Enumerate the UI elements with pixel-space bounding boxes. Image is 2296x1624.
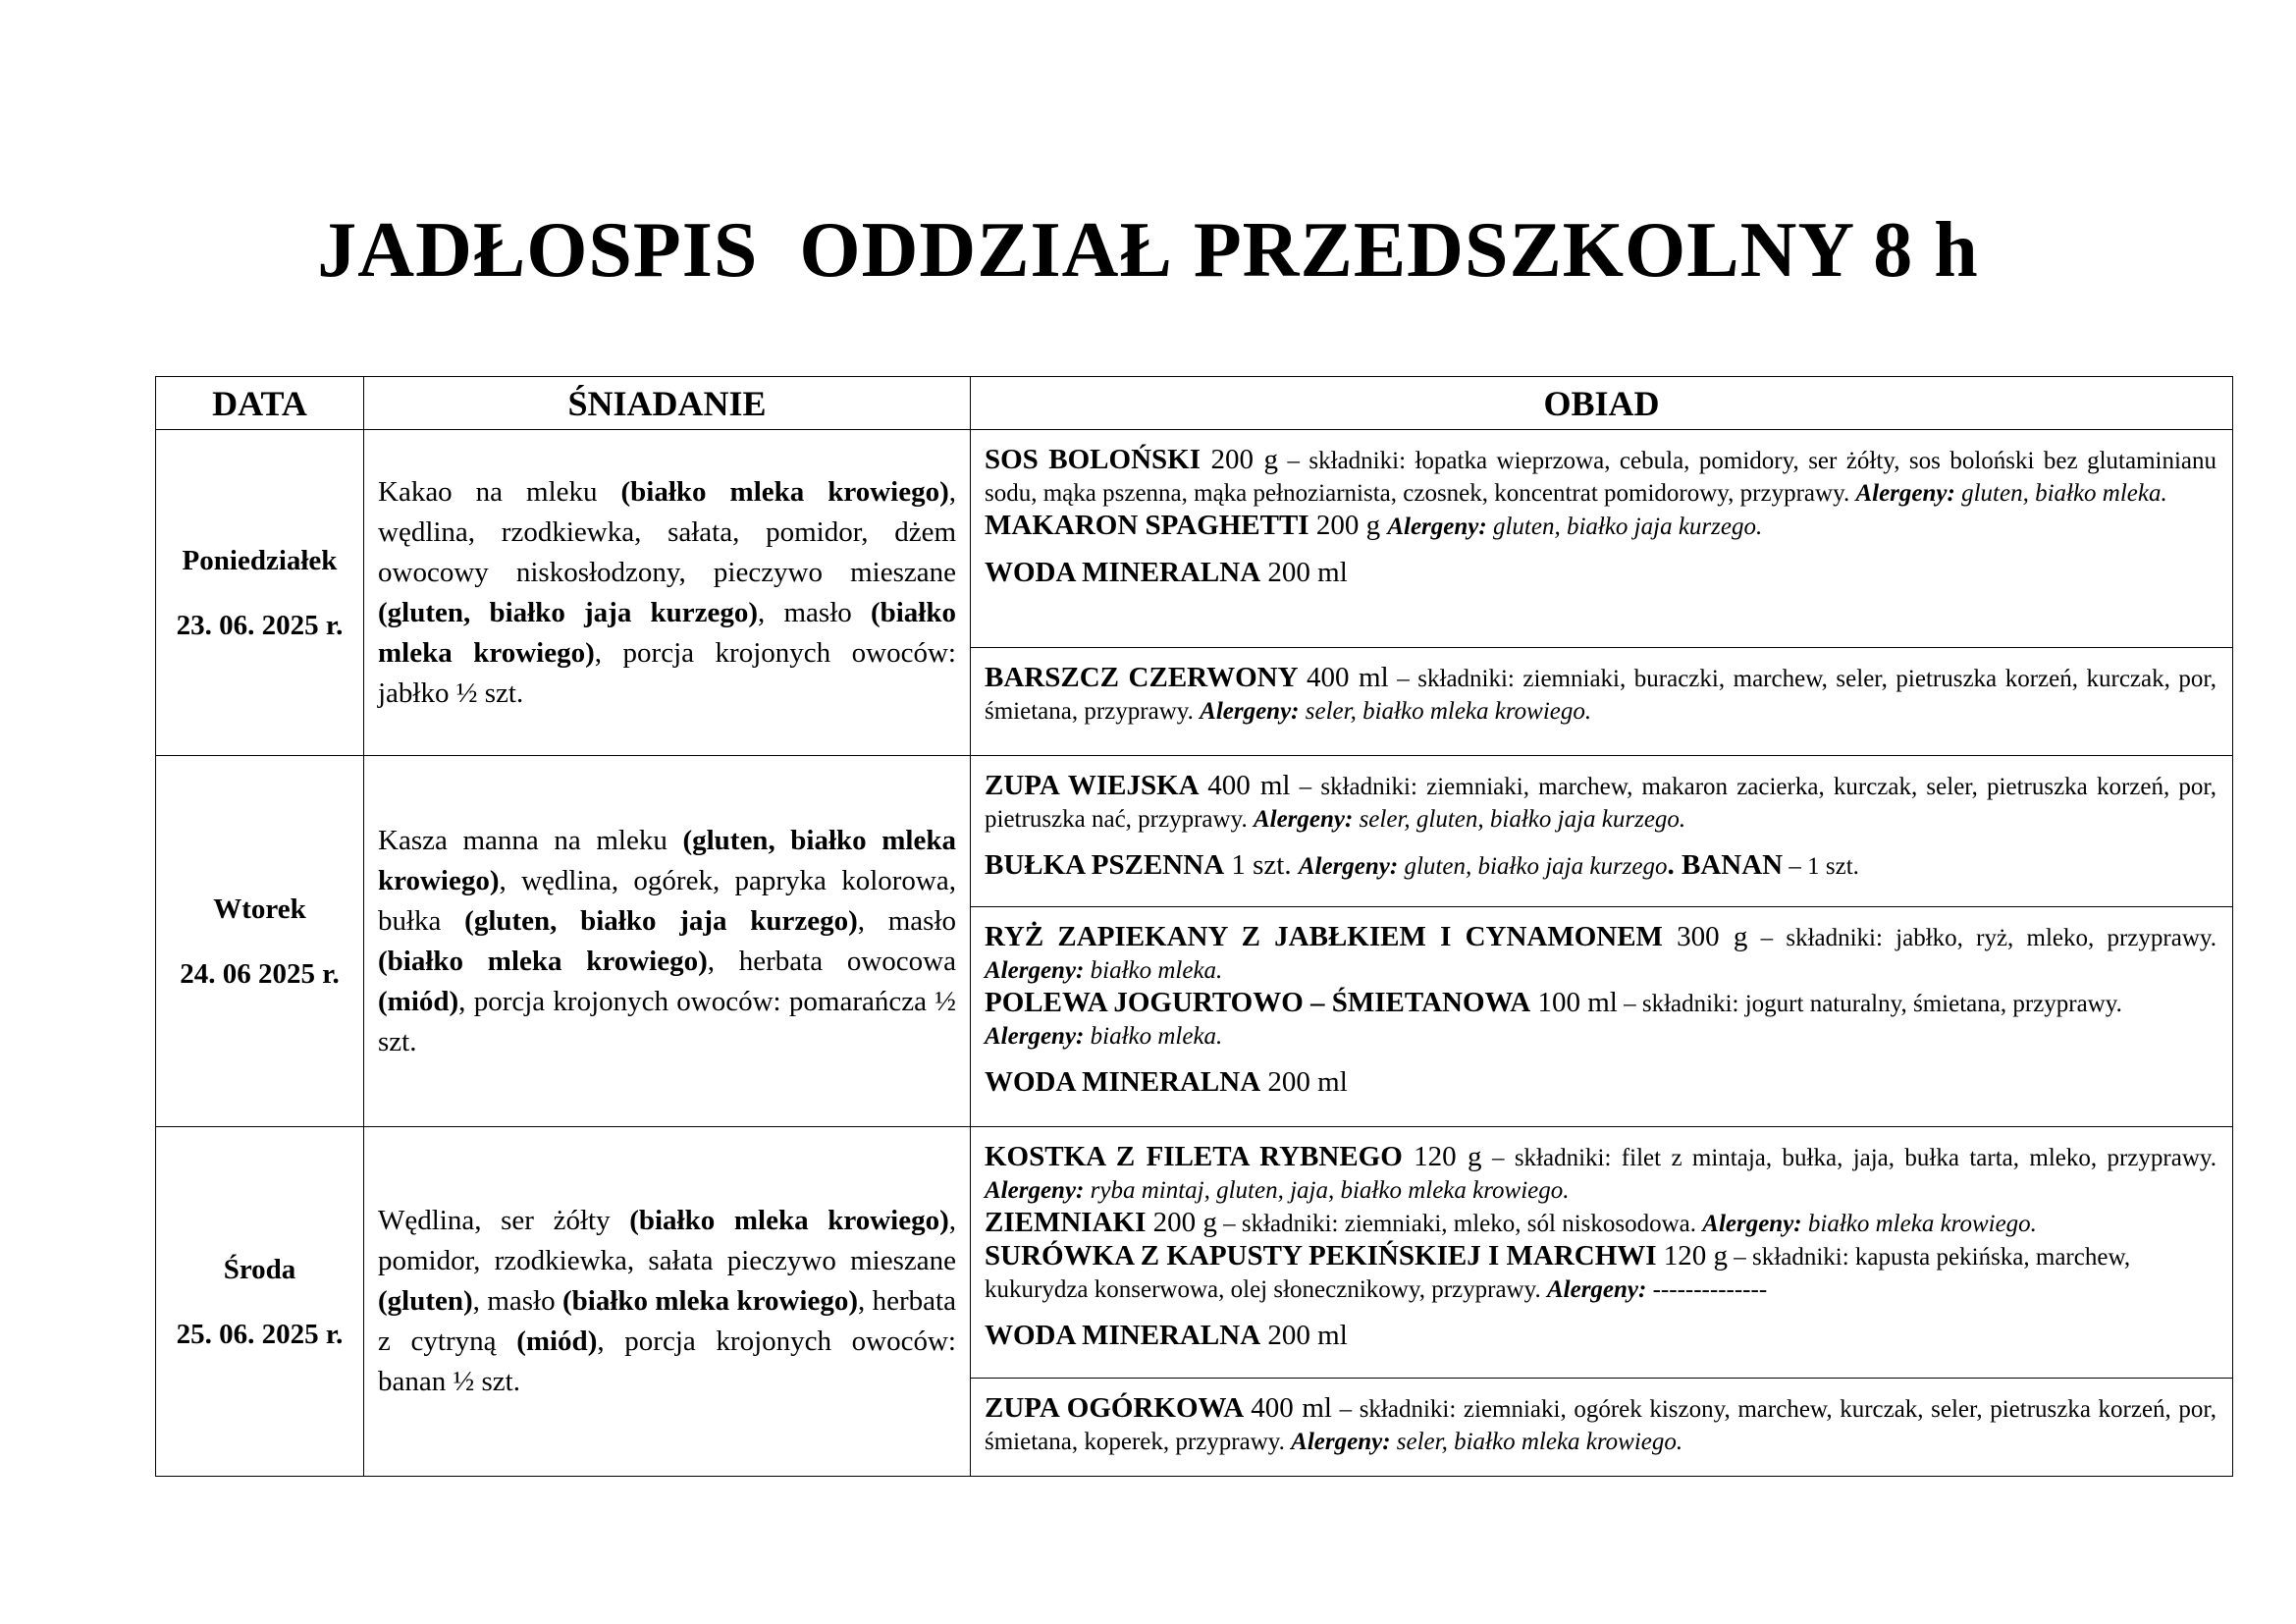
breakfast-text: (białko mleka krowiego) <box>561 1285 859 1317</box>
dinner-item <box>985 1320 2216 1353</box>
dish-name: . BANAN <box>1667 849 1784 881</box>
dish-detail: 120 g <box>1656 1240 1729 1272</box>
breakfast-text: , herbata owocowa <box>707 945 956 977</box>
day-cell <box>156 756 364 1127</box>
dinner-item <box>985 1392 2216 1458</box>
dish-detail: -------------- <box>1646 1276 1768 1303</box>
menu-table <box>155 376 2233 1477</box>
allergens-text: ryba mintaj, gluten, jaja, białko mleka krowiego. <box>1084 1177 1570 1204</box>
breakfast-text: (miód) <box>378 985 459 1017</box>
dinner-cell <box>971 756 2233 907</box>
dish-detail: 200 g <box>1152 1207 1217 1238</box>
dish-name: BUŁKA PSZENNA <box>985 849 1225 881</box>
breakfast-cell <box>364 756 971 1127</box>
dish-detail: – składniki: ziemniaki, buraczki, marchew, seler, pietruszka korzeń, kurczak, por, śmietana, przyprawy. <box>985 666 2216 725</box>
allergens-text: białko mleka. <box>1084 957 1223 984</box>
dish-name: WODA MINERALNA <box>985 557 1261 588</box>
breakfast-text: (gluten, białko mleka krowiego) <box>378 824 956 896</box>
breakfast-text: Kakao na mleku <box>378 475 621 508</box>
menu-row <box>156 430 2233 648</box>
breakfast-text: , masło <box>857 904 956 937</box>
allergens-text: białko mleka. <box>1084 1023 1223 1050</box>
breakfast-text: , wędlina, rzodkiewka, sałata, pomidor, dżem owocowy niskosłodzony, pieczywo mieszane <box>378 475 956 588</box>
breakfast-text: , porcja krojonych owoców: jabłko ½ szt. <box>378 636 956 709</box>
breakfast-text: Kasza manna na mleku <box>378 824 683 856</box>
dish-detail: 300 g <box>1677 921 1748 952</box>
breakfast-text: (białko mleka krowiego) <box>378 945 708 977</box>
dinner-item <box>985 1207 2216 1240</box>
dinner-item <box>985 849 2216 883</box>
dinner-item <box>985 662 2216 728</box>
breakfast-text: , masło <box>758 596 871 628</box>
dish-detail: – składniki: ziemniaki, marchew, makaron zacierka, kurczak, seler, pietruszka korzeń, por, pietruszka nać, przyprawy. <box>985 774 2216 833</box>
dish-detail: 100 ml <box>1530 987 1618 1018</box>
breakfast-text: , porcja krojonych owoców: banan ½ szt. <box>378 1326 956 1397</box>
dish-name: BARSZCZ CZERWONY <box>985 662 1307 693</box>
header-dinner: OBIAD <box>971 377 2233 430</box>
allergens-text: Alergeny: <box>985 957 1085 984</box>
allergens-text: Alergeny: <box>1291 1429 1391 1455</box>
day-date: 24. 06 2025 r. <box>180 957 340 990</box>
allergens-text: Alergeny: <box>1298 853 1399 880</box>
day-name: Poniedziałek <box>182 544 338 576</box>
breakfast-text: , herbata z cytryną <box>378 1285 956 1357</box>
dish-detail: 400 ml <box>1207 770 1291 801</box>
dinner-item <box>985 987 2216 1053</box>
dish-detail: 1 szt. <box>1224 849 1299 881</box>
dinner-cell <box>971 907 2233 1127</box>
dish-name: KOSTKA Z FILETA RYBNEGO <box>985 1141 1403 1172</box>
dish-name: WODA MINERALNA <box>985 1320 1261 1351</box>
allergens-text: Alergeny: <box>985 1177 1085 1204</box>
dish-detail: 200 ml <box>1260 1320 1348 1351</box>
breakfast-text: (miód) <box>516 1326 598 1357</box>
header-date: DATA <box>156 377 364 430</box>
dish-detail: 200 ml <box>1260 557 1348 588</box>
dish-detail: 400 ml <box>1251 1392 1332 1424</box>
dinner-cell <box>971 1127 2233 1379</box>
day-name: Środa <box>223 1253 296 1285</box>
allergens-text: Alergeny: <box>1855 480 1955 507</box>
breakfast-text: , masło <box>472 1285 562 1317</box>
breakfast-text: , pomidor, rzodkiewka, sałata pieczywo mieszane <box>378 1205 957 1276</box>
dish-name: WODA MINERALNA <box>985 1066 1261 1098</box>
day-date: 25. 06. 2025 r. <box>176 1318 344 1350</box>
dish-detail: – składniki: ziemniaki, ogórek kiszony, marchew, kurczak, seler, pietruszka korzeń, por, śmietana, koperek, przyprawy. <box>985 1396 2216 1455</box>
menu-body <box>156 430 2233 1477</box>
allergens-text: Alergeny: <box>1702 1211 1802 1237</box>
dish-detail: – składniki: jogurt naturalny, śmietana, przyprawy. <box>1617 991 2122 1017</box>
allergens-text: Alergeny: <box>1253 806 1354 833</box>
allergens-text: Alergeny: <box>1200 698 1300 725</box>
breakfast-cell <box>364 430 971 756</box>
dish-detail: 120 g <box>1402 1141 1482 1172</box>
dish-detail: 200 ml <box>1260 1066 1348 1098</box>
dish-detail: 200 g <box>1315 510 1388 541</box>
allergens-text: gluten, białko jaja kurzego <box>1398 853 1668 880</box>
allergens-text: Alergeny: <box>1546 1276 1647 1303</box>
breakfast-cell <box>364 1127 971 1477</box>
dish-name: SURÓWKA Z KAPUSTY PEKIŃSKIEJ I MARCHWI <box>985 1240 1657 1272</box>
menu-row <box>156 1127 2233 1379</box>
dish-name: ZUPA OGÓRKOWA <box>985 1392 1252 1424</box>
dish-detail: 200 g <box>1210 444 1278 475</box>
allergens-text: seler, gluten, białko jaja kurzego. <box>1353 806 1686 833</box>
dish-detail: – składniki: łopatka wieprzowa, cebula, pomidory, ser żółty, sos boloński bez glutaminianu sodu, mąka pszenna, mąka pełnoziarnista, czosnek, koncentrat pomidorowy, przyprawy. <box>985 448 2217 507</box>
page-title: JADŁOSPIS ODDZIAŁ PRZEDSZKOLNY 8 h <box>317 207 1979 294</box>
day-cell <box>156 430 364 756</box>
breakfast-text: (gluten, białko jaja kurzego) <box>378 596 759 628</box>
dish-name: SOS BOLOŃSKI <box>985 444 1211 475</box>
dinner-item <box>985 921 2216 987</box>
allergens-text: białko mleka krowiego. <box>1801 1211 2037 1237</box>
allergens-text: Alergeny: <box>985 1023 1085 1050</box>
allergens-text: gluten, białko jaja kurzego. <box>1486 514 1763 540</box>
header-row <box>156 377 2233 430</box>
allergens-text: seler, białko mleka krowiego. <box>1390 1429 1683 1455</box>
allergens-text: Alergeny: <box>1387 514 1487 540</box>
dish-detail: – składniki: kapusta pekińska, marchew, kukurydza konserwowa, olej słonecznikowy, przyprawy. <box>985 1244 2131 1303</box>
breakfast-text: , wędlina, ogórek, papryka kolorowa, bułka <box>378 864 956 937</box>
dish-detail: – składniki: filet z mintaja, bułka, jaja, bułka tarta, mleko, przyprawy. <box>1481 1145 2217 1171</box>
day-name: Wtorek <box>213 893 306 925</box>
dinner-item <box>985 510 2216 543</box>
dinner-cell <box>971 430 2233 648</box>
dinner-item <box>985 557 2216 590</box>
dish-name: MAKARON SPAGHETTI <box>985 510 1316 541</box>
menu-row <box>156 756 2233 907</box>
dish-detail: 400 ml <box>1307 662 1389 693</box>
breakfast-text: (białko mleka krowiego) <box>620 475 949 508</box>
allergens-text: seler, białko mleka krowiego. <box>1299 698 1592 725</box>
breakfast-text: (białko mleka krowiego) <box>378 596 956 669</box>
dinner-item <box>985 770 2216 836</box>
breakfast-text: (gluten, białko jaja kurzego) <box>464 904 858 937</box>
dish-name: ZIEMNIAKI <box>985 1207 1153 1238</box>
header-breakfast: ŚNIADANIE <box>364 377 971 430</box>
breakfast-text: , porcja krojonych owoców: pomarańcza ½ szt. <box>378 985 956 1057</box>
dish-detail: – 1 szt. <box>1783 853 1859 880</box>
dish-name: RYŻ ZAPIEKANY Z JABŁKIEM I CYNAMONEM <box>985 921 1678 952</box>
dinner-item <box>985 1141 2216 1207</box>
day-date: 23. 06. 2025 r. <box>176 609 344 641</box>
allergens-text: gluten, białko mleka. <box>1954 480 2167 507</box>
dinner-item <box>985 1240 2216 1306</box>
dish-detail: – składniki: ziemniaki, mleko, sól niskosodowa. <box>1216 1211 1703 1237</box>
dish-name: ZUPA WIEJSKA <box>985 770 1208 801</box>
dinner-item <box>985 1066 2216 1100</box>
dish-detail: – składniki: jabłko, ryż, mleko, przyprawy. <box>1747 925 2217 951</box>
breakfast-text: Wędlina, ser żółty <box>378 1205 630 1236</box>
dinner-cell <box>971 648 2233 756</box>
dinner-item <box>985 444 2216 510</box>
day-cell <box>156 1127 364 1477</box>
dinner-cell <box>971 1379 2233 1477</box>
breakfast-text: (gluten) <box>378 1285 473 1317</box>
breakfast-text: (białko mleka krowiego) <box>629 1205 949 1236</box>
dish-name: POLEWA JOGURTOWO – ŚMIETANOWA <box>985 987 1531 1018</box>
